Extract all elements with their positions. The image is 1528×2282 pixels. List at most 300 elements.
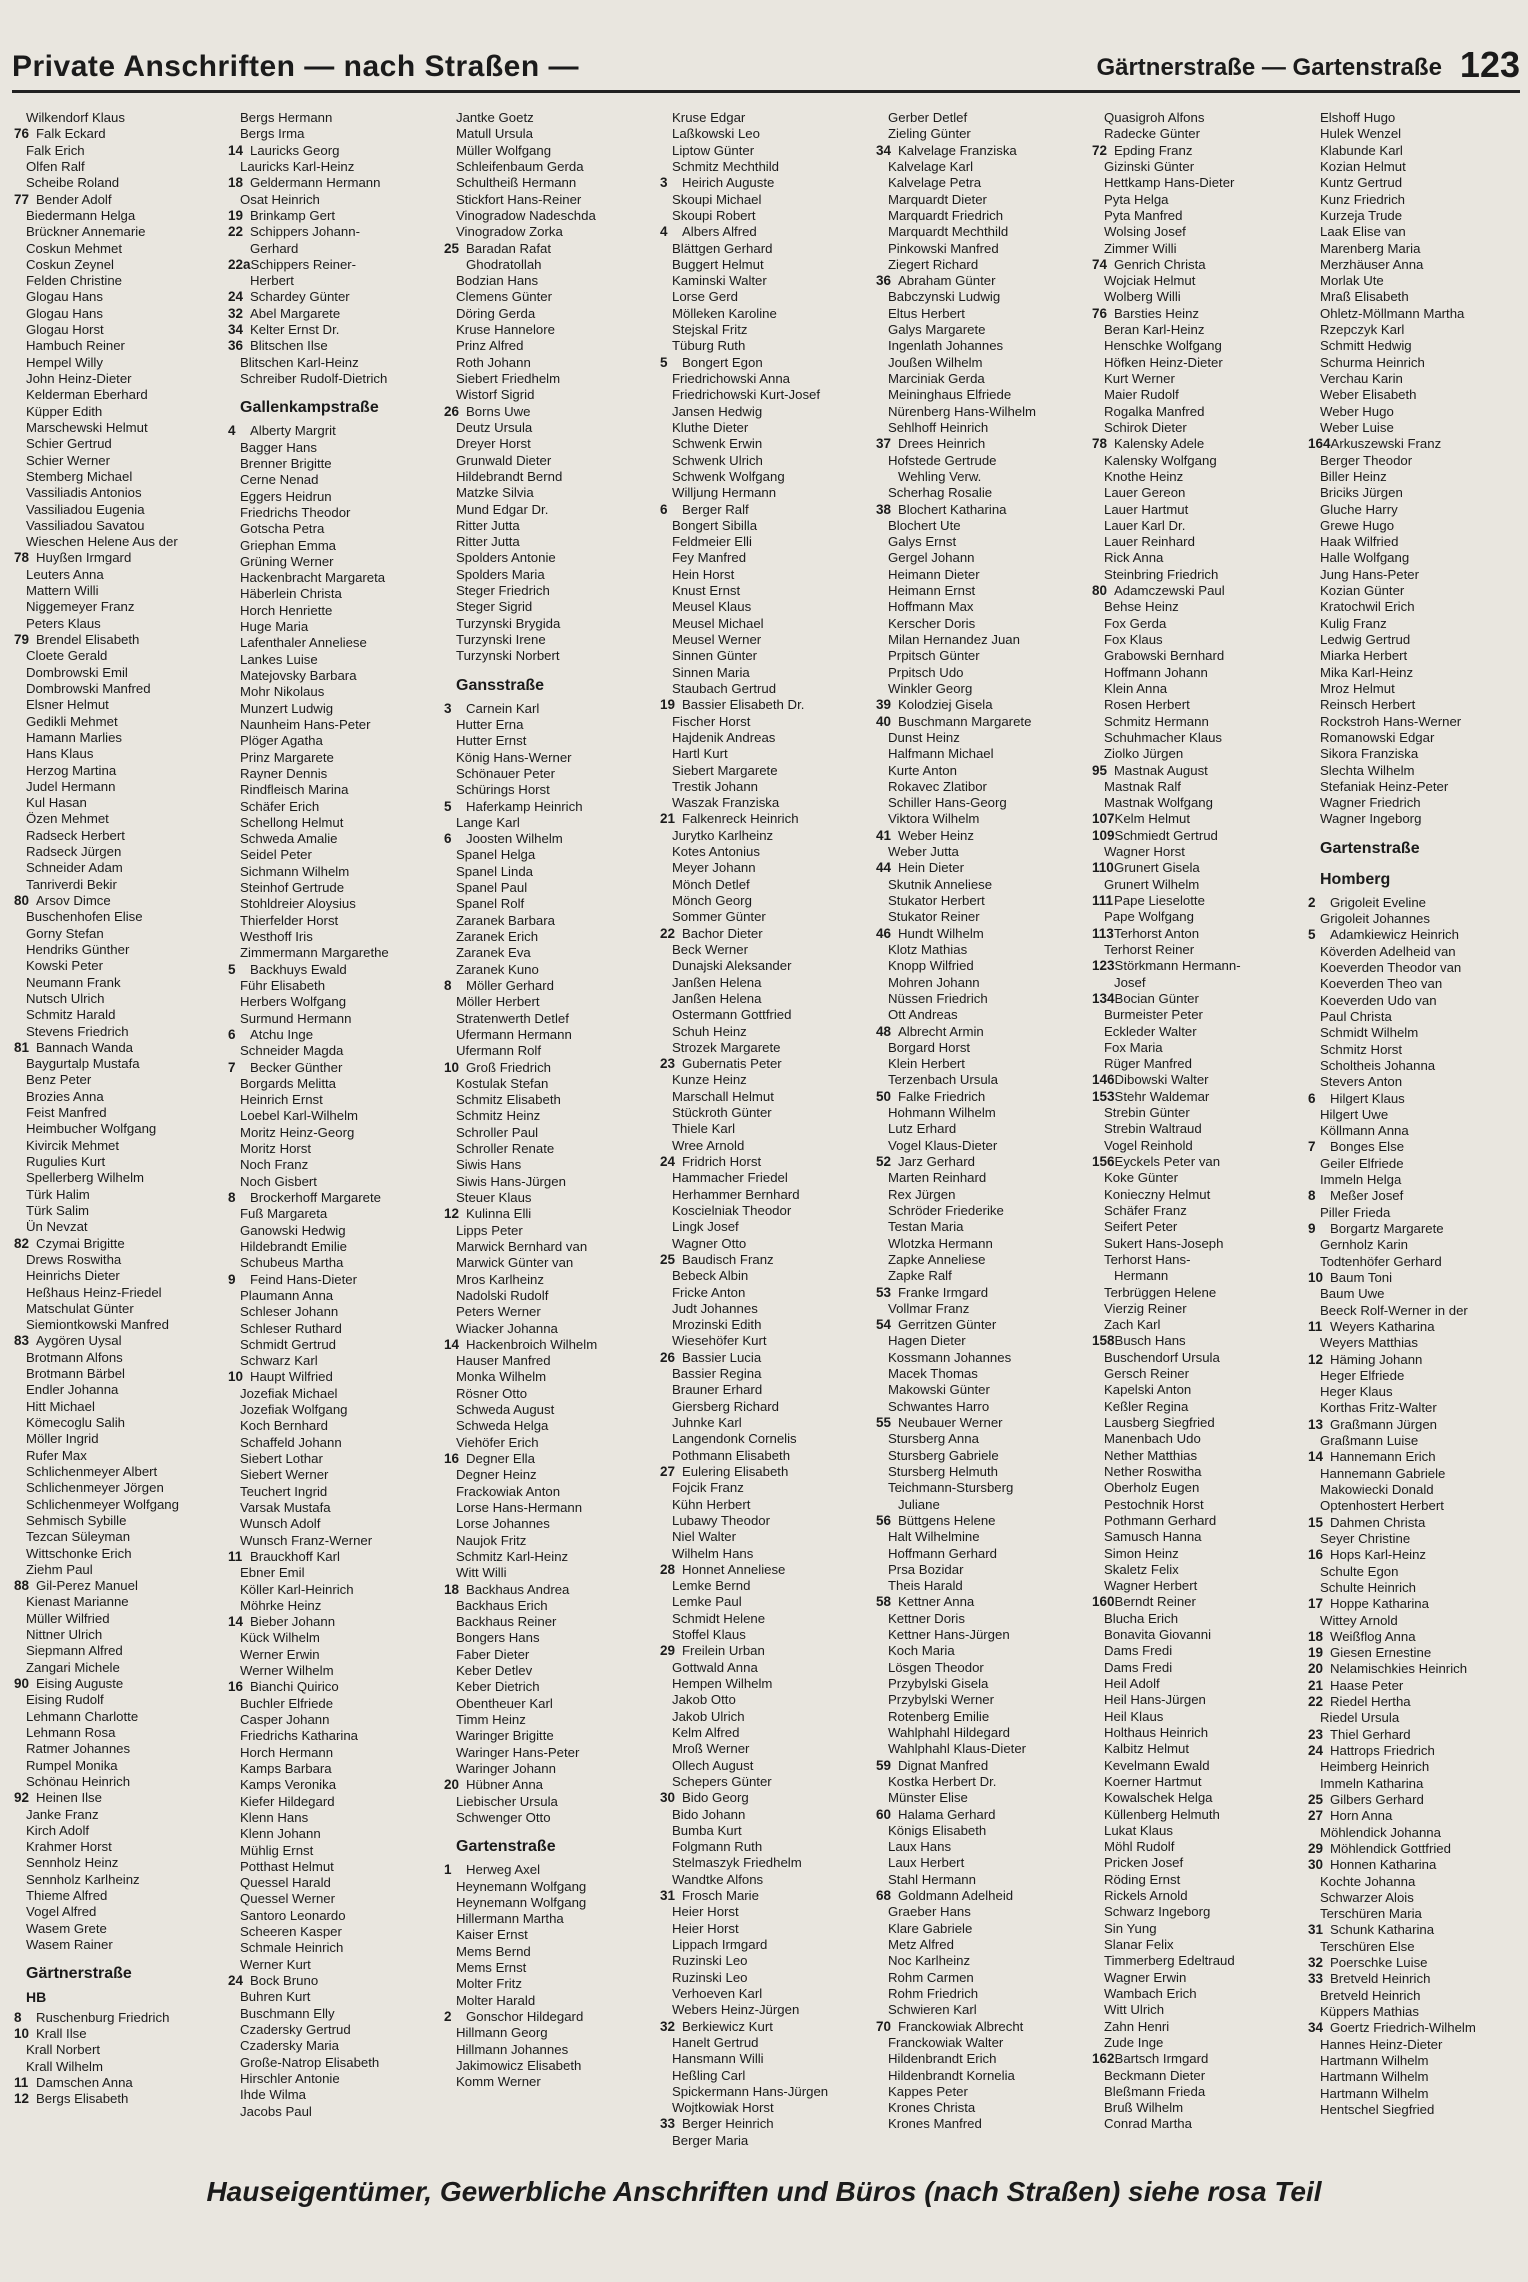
resident-entry: Dombrowski Manfred <box>26 680 151 696</box>
house-number: 30 <box>660 1790 676 1806</box>
house-number: 36 <box>228 338 244 354</box>
resident-entry: Hamann Marlies <box>26 729 123 745</box>
resident-entry: 83Aygören Uysal <box>14 1333 122 1349</box>
resident-entry: Rumpel Monika <box>26 1757 118 1773</box>
resident-entry: Endler Johanna <box>26 1382 119 1398</box>
resident-entry: Kowalschek Helga <box>1104 1790 1213 1806</box>
resident-entry: Kirch Adolf <box>26 1822 90 1838</box>
resident-entry: Thieme Alfred <box>26 1888 108 1904</box>
resident-entry: Hentschel Siegfried <box>1320 2101 1435 2117</box>
resident-entry: Ebner Emil <box>240 1565 305 1581</box>
resident-entry: Heier Horst <box>672 1904 739 1920</box>
resident-entry: Casper Johann <box>240 1712 330 1727</box>
resident-entry: Biedermann Helga <box>26 207 136 223</box>
resident-entry: 95Mastnak August <box>1092 762 1208 778</box>
house-number: 10 <box>1308 1269 1324 1285</box>
resident-entry: Olfen Ralf <box>26 158 85 174</box>
resident-entry: Tanriverdi Bekir <box>26 876 117 892</box>
resident-entry: Rotenberg Emilie <box>888 1708 990 1724</box>
resident-entry: Westhoff Iris <box>240 929 313 944</box>
resident-entry: 32Berkiewicz Kurt <box>660 2018 773 2034</box>
resident-entry: Optenhostert Herbert <box>1320 1498 1444 1514</box>
resident-entry: Radseck Jürgen <box>26 844 122 860</box>
resident-entry: 56Büttgens Helene <box>876 1512 996 1528</box>
resident-entry: Wagner Otto <box>672 1235 747 1251</box>
house-number: 18 <box>228 175 244 191</box>
house-number: 44 <box>876 860 892 876</box>
resident-entry: Schwarz Ingeborg <box>1104 1904 1211 1920</box>
resident-entry: 18Backhaus Andrea <box>444 1581 570 1597</box>
resident-entry: Stohldreier Aloysius <box>240 896 356 912</box>
house-number: 13 <box>1308 1416 1324 1432</box>
resident-entry: 18Geldermann Hermann <box>228 175 381 191</box>
resident-entry: Koeverden Theodor van <box>1320 960 1462 975</box>
resident-entry: Bleßmann Frieda <box>1104 2083 1206 2099</box>
resident-entry: 29Freilein Urban <box>660 1643 765 1659</box>
resident-entry: Meusel Michael <box>672 615 764 631</box>
resident-entry: Stursberg Helmuth <box>888 1463 998 1479</box>
resident-entry: Geiler Elfriede <box>1320 1155 1404 1171</box>
resident-entry: Krones Manfred <box>888 2116 982 2132</box>
house-number: 95 <box>1092 762 1108 778</box>
house-number: 111 <box>1092 893 1114 908</box>
resident-entry: Lehmann Charlotte <box>26 1708 139 1724</box>
resident-entry: Nürenberg Hans-Wilhelm <box>888 403 1037 419</box>
resident-entry: Mönch Georg <box>672 893 752 908</box>
resident-entry: 29Möhlendick Gottfried <box>1308 1840 1451 1856</box>
resident-entry: Winkler Georg <box>888 680 973 696</box>
resident-entry: Schurma Heinrich <box>1320 354 1425 370</box>
house-number: 76 <box>14 126 30 142</box>
resident-entry: 11Damschen Anna <box>14 2074 133 2090</box>
resident-entry: Ott Andreas <box>888 1007 958 1023</box>
resident-entry: Milan Hernandez Juan <box>888 632 1020 647</box>
resident-entry: Stevers Anton <box>1320 1074 1403 1090</box>
resident-entry: Bergs Irma <box>240 126 305 142</box>
resident-entry: 41Weber Heinz <box>876 827 974 843</box>
resident-entry: Strozek Margarete <box>672 1039 781 1055</box>
resident-entry: Kaminski Walter <box>672 273 767 289</box>
resident-entry: Wolsing Josef <box>1104 224 1186 240</box>
resident-entry: 158Busch Hans <box>1092 1333 1186 1349</box>
resident-entry: Heinrichs Dieter <box>26 1268 120 1284</box>
resident-entry: Hannes Heinz-Dieter <box>1320 2036 1443 2052</box>
house-number: 88 <box>14 1578 30 1594</box>
street-heading: Gartenstraße <box>456 1838 556 1856</box>
resident-entry: 123Störkmann Hermann- <box>1092 958 1241 974</box>
resident-entry: 22aSchippers Reiner- <box>228 256 357 272</box>
resident-entry: Schneider Adam <box>26 860 123 876</box>
resident-entry: Bagger Hans <box>240 439 317 455</box>
resident-entry: Wagner Erwin <box>1104 1969 1187 1985</box>
resident-entry: Zach Karl <box>1104 1317 1161 1333</box>
resident-entry: Matull Ursula <box>456 126 533 142</box>
resident-entry: Kostulak Stefan <box>456 1075 549 1091</box>
resident-entry: Spickermann Hans-Jürgen <box>672 2083 829 2099</box>
resident-entry: Müller Wolfgang <box>456 142 552 158</box>
resident-entry: Stoffel Klaus <box>672 1627 746 1643</box>
resident-entry: Hanelt Gertrud <box>672 2034 759 2050</box>
resident-entry: Spanel Helga <box>456 847 536 863</box>
resident-entry: Schaffeld Johann <box>240 1434 342 1450</box>
resident-entry: Zapke Anneliese <box>888 1251 986 1267</box>
resident-entry: 17Hoppe Katharina <box>1308 1596 1429 1612</box>
house-number: 60 <box>876 1806 892 1822</box>
resident-entry: Gernholz Karin <box>1320 1237 1408 1253</box>
resident-entry: 38Blochert Katharina <box>876 501 1007 517</box>
resident-entry: 90Eising Auguste <box>14 1676 124 1691</box>
house-number: 146 <box>1092 1072 1115 1088</box>
resident-entry: 30Honnen Katharina <box>1308 1857 1437 1873</box>
house-number: 3 <box>660 175 668 191</box>
resident-entry: Röding Ernst <box>1104 1871 1181 1887</box>
resident-entry: Nether Roswitha <box>1104 1463 1202 1479</box>
resident-entry: Spolders Maria <box>456 566 545 582</box>
resident-entry: Glogau Hans <box>26 305 103 321</box>
resident-entry: 111Pape Lieselotte <box>1092 893 1205 908</box>
entry-continuation: Josef <box>1114 974 1146 990</box>
resident-entry: Kozian Günter <box>1320 583 1405 599</box>
resident-entry: Heynemann Wolfgang <box>456 1894 587 1910</box>
resident-entry: Hettkamp Hans-Dieter <box>1104 175 1235 191</box>
resident-entry: Terschüren Maria <box>1320 1906 1422 1922</box>
resident-entry: Gedikli Mehmet <box>26 713 118 729</box>
resident-entry: Bumba Kurt <box>672 1822 742 1838</box>
house-number: 50 <box>876 1088 892 1104</box>
house-number: 92 <box>14 1790 30 1806</box>
house-number: 55 <box>876 1415 892 1430</box>
resident-entry: Dombrowski Emil <box>26 664 128 680</box>
resident-entry: Baum Uwe <box>1320 1286 1385 1302</box>
resident-entry: Schmitz Mechthild <box>672 158 780 174</box>
resident-entry: Sennholz Heinz <box>26 1855 119 1871</box>
resident-entry: Hempel Willy <box>26 354 103 370</box>
resident-entry: Schweda August <box>456 1402 555 1418</box>
resident-entry: 1Herweg Axel <box>444 1862 541 1878</box>
house-number: 10 <box>444 1059 460 1075</box>
resident-entry: Prpitsch Günter <box>888 648 980 664</box>
resident-entry: Griephan Emma <box>240 537 337 553</box>
resident-entry: Jakimowicz Elisabeth <box>456 2057 582 2073</box>
resident-entry: Kappes Peter <box>888 2083 968 2099</box>
resident-entry: Koch Maria <box>888 1643 955 1659</box>
resident-entry: 53Franke Irmgard <box>876 1284 989 1300</box>
house-number: 5 <box>228 961 236 977</box>
resident-entry: 81Bannach Wanda <box>14 1039 134 1055</box>
resident-entry: Simon Heinz <box>1104 1545 1179 1561</box>
resident-entry: Eggers Heidrun <box>240 488 332 504</box>
resident-entry: Loebel Karl-Wilhelm <box>240 1108 358 1124</box>
resident-entry: Nutsch Ulrich <box>26 990 105 1006</box>
resident-entry: Wittschonke Erich <box>26 1545 132 1561</box>
resident-entry: Kömecoglu Salih <box>26 1415 125 1430</box>
resident-entry: Terhorst Reiner <box>1104 941 1195 957</box>
resident-entry: Koeverden Theo van <box>1320 976 1443 992</box>
resident-entry: Baygurtalp Mustafa <box>26 1056 140 1072</box>
resident-entry: Fischer Horst <box>672 713 751 729</box>
resident-entry: 54Gerritzen Günter <box>876 1317 997 1333</box>
house-number: 32 <box>228 305 244 321</box>
resident-entry: 5Adamkiewicz Heinrich <box>1308 927 1459 943</box>
resident-entry: Wandtke Alfons <box>672 1871 764 1887</box>
resident-entry: Stahl Hermann <box>888 1871 976 1887</box>
resident-entry: Mohr Nikolaus <box>240 684 325 700</box>
resident-entry: Huge Maria <box>240 619 309 635</box>
resident-entry: Lingk Josef <box>672 1219 739 1235</box>
resident-entry: Spellerberg Wilhelm <box>26 1170 144 1186</box>
resident-entry: Varsak Mustafa <box>240 1499 331 1515</box>
resident-entry: Heil Adolf <box>1104 1676 1160 1691</box>
resident-entry: 37Drees Heinrich <box>876 436 986 452</box>
resident-entry: Faber Dieter <box>456 1646 530 1662</box>
resident-entry: Schulte Heinrich <box>1320 1579 1417 1595</box>
resident-entry: Hutter Ernst <box>456 733 527 749</box>
resident-entry: Schäfer Erich <box>240 798 320 814</box>
house-number: 27 <box>1308 1808 1324 1824</box>
resident-entry: 20Nelamischkies Heinrich <box>1308 1661 1468 1677</box>
house-number: 68 <box>876 1888 892 1904</box>
resident-entry: Komm Werner <box>456 2074 541 2090</box>
house-number: 79 <box>14 632 30 647</box>
resident-entry: 109Schmiedt Gertrud <box>1092 827 1218 843</box>
page-header-title: Private Anschriften — nach Straßen — <box>12 50 580 83</box>
resident-entry: 48Albrecht Armin <box>876 1023 984 1039</box>
resident-entry: Friedrichowski Kurt-Josef <box>672 387 821 403</box>
resident-entry: Stukator Herbert <box>888 893 985 908</box>
resident-entry: Turzynski Irene <box>456 632 546 647</box>
resident-entry: Kück Wilhelm <box>240 1630 320 1646</box>
resident-entry: Pinkowski Manfred <box>888 240 999 256</box>
resident-entry: 76Barsties Heinz <box>1092 305 1200 321</box>
resident-entry: 22Riedel Hertha <box>1308 1694 1411 1710</box>
resident-entry: Türk Salim <box>26 1202 90 1218</box>
resident-entry: Mastnak Ralf <box>1104 778 1181 794</box>
resident-entry: Schmidt Wilhelm <box>1320 1025 1419 1041</box>
resident-entry: Rokavec Zlatibor <box>888 778 987 794</box>
resident-entry: Schleser Johann <box>240 1304 339 1320</box>
resident-entry: Siebert Werner <box>240 1467 329 1483</box>
house-number: 30 <box>1308 1857 1324 1873</box>
resident-entry: Tezcan Süleyman <box>26 1529 131 1545</box>
resident-entry: Sehlhoff Heinrich <box>888 419 989 435</box>
resident-entry: Skoupi Michael <box>672 191 762 207</box>
resident-entry: Beran Karl-Heinz <box>1104 322 1205 338</box>
resident-entry: Kratochwil Erich <box>1320 599 1415 615</box>
resident-entry: Gluche Harry <box>1320 501 1398 517</box>
resident-entry: Piller Frieda <box>1320 1204 1391 1220</box>
resident-entry: Bretveld Heinrich <box>1320 1987 1421 2003</box>
resident-entry: Kühn Herbert <box>672 1496 751 1512</box>
resident-entry: Knopp Wilfried <box>888 958 974 974</box>
resident-entry: Przybylski Werner <box>888 1692 995 1708</box>
resident-entry: Koke Günter <box>1104 1170 1179 1186</box>
resident-entry: Testan Maria <box>888 1219 964 1235</box>
resident-entry: Haak Wilfried <box>1320 534 1399 550</box>
house-number: 109 <box>1092 827 1115 843</box>
resident-entry: Schlichenmeyer Wolfgang <box>26 1496 179 1512</box>
resident-entry: Hartl Kurt <box>672 746 728 762</box>
resident-entry: Terhorst Hans- <box>1104 1251 1191 1267</box>
resident-entry: 82Czymai Brigitte <box>14 1235 125 1251</box>
resident-entry: Radecke Günter <box>1104 126 1201 142</box>
resident-entry: Brenner Brigitte <box>240 455 332 471</box>
resident-entry: 10Krall Ilse <box>14 2025 87 2041</box>
house-number: 18 <box>444 1581 460 1597</box>
resident-entry: Kurt Werner <box>1104 371 1175 386</box>
house-number: 4 <box>660 224 668 240</box>
resident-entry: Weber Elisabeth <box>1320 387 1417 403</box>
resident-entry: Pothmann Gerhard <box>1104 1512 1217 1528</box>
house-number: 8 <box>14 2009 22 2025</box>
resident-entry: 24Schardey Günter <box>228 289 350 305</box>
resident-entry: 46Hundt Wilhelm <box>876 925 984 941</box>
resident-entry: Kuntz Gertrud <box>1320 175 1403 191</box>
resident-entry: Kurte Anton <box>888 762 957 778</box>
resident-entry: Hoffmann Johann <box>1104 664 1208 680</box>
resident-entry: 14Hannemann Erich <box>1308 1449 1436 1465</box>
street-range: Gärtnerstraße — Gartenstraße <box>1096 54 1442 81</box>
house-number: 31 <box>1308 1922 1324 1938</box>
resident-entry: Rüger Manfred <box>1104 1056 1192 1072</box>
resident-entry: Vogel Reinhold <box>1104 1137 1193 1153</box>
resident-entry: Hilgert Uwe <box>1320 1106 1389 1122</box>
house-number: 19 <box>1308 1645 1324 1661</box>
house-number: 78 <box>14 550 30 566</box>
resident-entry: Möller Ingrid <box>26 1431 99 1447</box>
resident-entry: Falk Erich <box>26 142 85 158</box>
resident-entry: Lemke Bernd <box>672 1578 751 1594</box>
house-number: 27 <box>660 1463 676 1479</box>
house-number: 156 <box>1092 1154 1115 1169</box>
resident-entry: Krones Christa <box>888 2100 976 2116</box>
resident-entry: Vassiliadis Antonios <box>26 485 142 501</box>
resident-entry: Horch Hermann <box>240 1744 334 1760</box>
resident-entry: Manenbach Udo <box>1104 1431 1201 1447</box>
resident-entry: Pricken Josef <box>1104 1855 1184 1871</box>
resident-entry: 3Heirich Auguste <box>660 175 775 191</box>
resident-entry: Özen Mehmet <box>26 811 109 827</box>
resident-entry: Witt Willi <box>456 1565 507 1581</box>
resident-entry: 80Adamczewski Paul <box>1092 583 1225 599</box>
street-heading: Gansstraße <box>456 676 545 694</box>
resident-entry: Mattern Willi <box>26 583 99 599</box>
resident-entry: Schmitz Hermann <box>1104 713 1209 729</box>
resident-entry: Seidel Peter <box>240 847 312 863</box>
house-number: 9 <box>1308 1221 1316 1236</box>
resident-entry: 10Baum Toni <box>1308 1269 1393 1285</box>
resident-entry: 31Frosch Marie <box>660 1888 759 1904</box>
resident-entry: Eltus Herbert <box>888 305 965 321</box>
resident-entry: Rohm Carmen <box>888 1969 974 1985</box>
resident-entry: Möller Herbert <box>456 994 540 1010</box>
resident-entry: Scherhag Rosalie <box>888 485 993 501</box>
resident-entry: Buschmann Elly <box>240 2005 335 2021</box>
resident-entry: Kalbitz Helmut <box>1104 1741 1190 1757</box>
resident-entry: Nether Matthias <box>1104 1447 1198 1463</box>
resident-entry: Vinogradow Nadeschda <box>456 207 596 223</box>
house-number: 14 <box>228 142 244 158</box>
resident-entry: 68Goldmann Adelheid <box>876 1888 1014 1904</box>
resident-entry: Schreiber Rudolf-Dietrich <box>240 371 388 386</box>
house-number: 18 <box>1308 1628 1324 1644</box>
resident-entry: Merzhäuser Anna <box>1320 256 1424 272</box>
resident-entry: 34Kelter Ernst Dr. <box>228 322 340 338</box>
resident-entry: Naunheim Hans-Peter <box>240 716 371 732</box>
resident-entry: Hildenbrandt Erich <box>888 2051 997 2067</box>
resident-entry: Janßen Helena <box>672 974 762 990</box>
resident-entry: Jantke Goetz <box>456 110 534 125</box>
resident-entry: Rayner Dennis <box>240 765 328 781</box>
resident-entry: Rick Anna <box>1104 550 1164 566</box>
resident-entry: 58Kettner Anna <box>876 1594 975 1610</box>
resident-entry: 6Joosten Wilhelm <box>444 831 563 847</box>
resident-entry: 113Terhorst Anton <box>1092 925 1200 941</box>
resident-entry: Zimmer Willi <box>1104 240 1177 256</box>
resident-entry: Burmeister Peter <box>1104 1007 1203 1023</box>
resident-entry: Riedel Ursula <box>1320 1710 1400 1726</box>
resident-entry: Molter Harald <box>456 1992 536 2008</box>
resident-entry: Behse Heinz <box>1104 599 1179 615</box>
resident-entry: Lange Karl <box>456 814 520 830</box>
house-number: 7 <box>1308 1139 1316 1155</box>
house-number: 82 <box>14 1235 30 1251</box>
resident-entry: Marwick Bernhard van <box>456 1238 588 1254</box>
resident-entry: Steger Friedrich <box>456 583 550 599</box>
resident-entry: Beckmann Dieter <box>1104 2067 1206 2083</box>
house-number: 90 <box>14 1676 30 1691</box>
resident-entry: 10Haupt Wilfried <box>228 1369 333 1385</box>
resident-entry: Rickels Arnold <box>1104 1888 1188 1904</box>
resident-entry: Schmitz Harald <box>26 1007 116 1023</box>
resident-entry: 11Brauckhoff Karl <box>228 1548 340 1564</box>
resident-entry: 77Bender Adolf <box>14 191 112 207</box>
house-number: 31 <box>660 1888 676 1904</box>
house-number: 26 <box>660 1349 676 1365</box>
resident-entry: Waringer Brigitte <box>456 1728 554 1744</box>
resident-entry: Koeverden Udo van <box>1320 992 1437 1008</box>
house-number: 41 <box>876 827 892 843</box>
resident-entry: Schmitz Karl-Heinz <box>456 1548 569 1564</box>
resident-entry: Kettner Hans-Jürgen <box>888 1627 1010 1643</box>
resident-entry: Prsa Bozidar <box>888 1561 964 1577</box>
resident-entry: Lorse Gerd <box>672 289 738 305</box>
house-number: 34 <box>1308 2020 1324 2036</box>
house-number: 16 <box>1308 1547 1324 1563</box>
resident-entry: 50Falke Friedrich <box>876 1088 986 1104</box>
resident-entry: Kivircik Mehmet <box>26 1137 120 1153</box>
resident-entry: Hempen Wilhelm <box>672 1676 773 1691</box>
house-number: 3 <box>444 700 452 716</box>
house-number: 58 <box>876 1594 892 1610</box>
resident-entry: Grunwald Dieter <box>456 452 552 468</box>
resident-entry: 55Neubauer Werner <box>876 1415 1003 1430</box>
resident-entry: 74Genrich Christa <box>1092 256 1206 272</box>
resident-entry: Spanel Paul <box>456 880 528 896</box>
resident-entry: Schlichenmeyer Jörgen <box>26 1480 164 1496</box>
resident-entry: Deutz Ursula <box>456 419 533 435</box>
resident-entry: Weber Hugo <box>1320 403 1394 419</box>
house-number: 24 <box>228 1973 244 1988</box>
house-number: 7 <box>228 1059 236 1075</box>
house-number: 54 <box>876 1317 892 1333</box>
resident-entry: Hans Klaus <box>26 746 94 762</box>
resident-entry: Heynemann Wolfgang <box>456 1878 587 1894</box>
resident-entry: Waringer Hans-Peter <box>456 1744 580 1760</box>
resident-entry: Fox Klaus <box>1104 632 1163 647</box>
resident-entry: 9Borgartz Margarete <box>1308 1221 1444 1236</box>
resident-entry: Zaranek Eva <box>456 945 531 961</box>
house-number: 11 <box>14 2074 29 2090</box>
